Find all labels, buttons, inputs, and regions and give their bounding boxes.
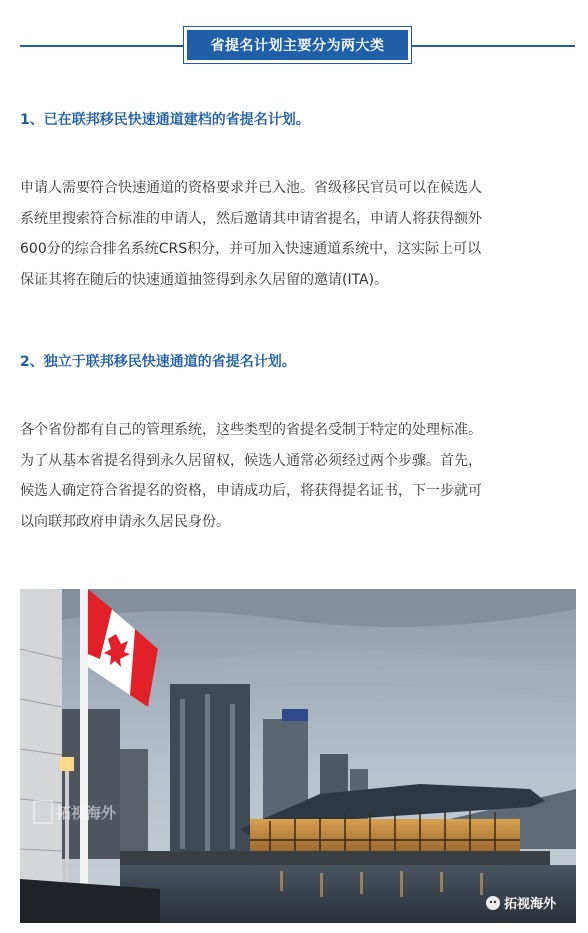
item2-heading: 2、独立于联邦移民快速通道的省提名计划。 — [20, 354, 296, 370]
item1-heading: 1、已在联邦移民快速通道建档的省提名计划。 — [20, 112, 310, 128]
paragraph-line: 各个省份都有自己的管理系统，这些类型的省提名受制于特定的处理标准。 — [20, 422, 482, 438]
section-title-box — [183, 26, 412, 64]
section-title: 省提名计划主要分为两大类 — [187, 30, 408, 60]
svg-text:拓视海外: 拓视海外 — [56, 804, 117, 822]
section-title-bar — [20, 26, 575, 66]
paragraph-line: 申请人需要符合快速通道的资格要求并已入池。省级移民官员可以在候选人 — [20, 180, 482, 196]
paragraph-line: 保证其将在随后的快速通道抽签得到永久居留的邀请(ITA)。 — [20, 271, 389, 288]
title-divider-left — [20, 45, 183, 47]
paragraph-line: 以向联邦政府申请永久居民身份。 — [20, 513, 230, 530]
svg-text:拓视海外: 拓视海外 — [504, 897, 557, 912]
paragraph-line: 为了从基本省提名得到永久居留权，候选人通常必须经过两个步骤。首先， — [20, 452, 482, 469]
paragraph-line: 600分的综合排名系统CRS积分，并可加入快速通道系统中，这实际上可以 — [20, 241, 482, 257]
vancouver-waterfront-photo — [20, 589, 576, 923]
paragraph-line: 系统里搜索符合标准的申请人，然后邀请其申请省提名，申请人将获得额外 — [20, 210, 482, 227]
item1-paragraph — [20, 173, 576, 295]
title-divider-right — [412, 45, 575, 47]
paragraph-line: 候选人确定符合省提名的资格，申请成功后，将获得提名证书，下一步就可 — [20, 483, 482, 499]
item2-paragraph — [20, 415, 576, 537]
